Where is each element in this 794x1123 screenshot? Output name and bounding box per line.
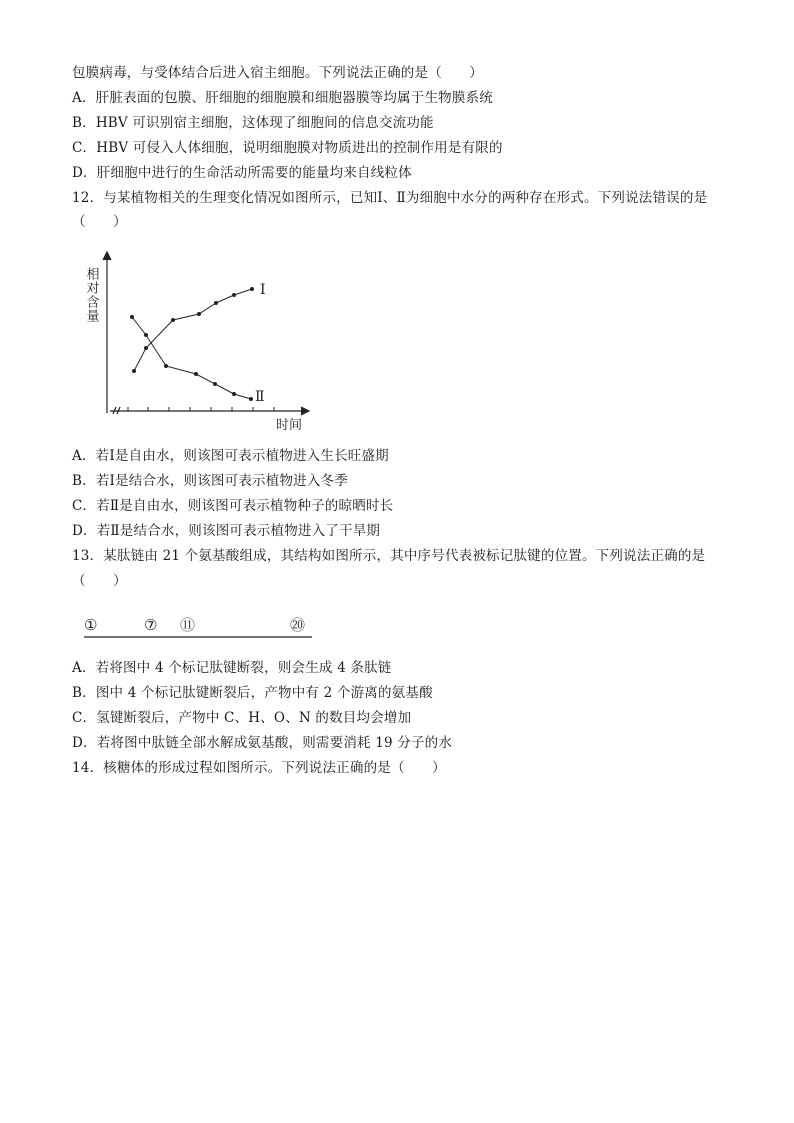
series-II-line bbox=[132, 317, 251, 399]
q11-option-d: D．肝细胞中进行的生命活动所需要的能量均来自线粒体 bbox=[72, 165, 412, 181]
q11-stem: 包膜病毒，与受体结合后进入宿主细胞。下列说法正确的是（ ） bbox=[72, 65, 483, 81]
q13-option-a: A．若将图中 4 个标记肽键断裂，则会生成 4 条肽链 bbox=[72, 660, 392, 676]
q12-stem: 12．与某植物相关的生理变化情况如图所示，已知Ⅰ、Ⅱ为细胞中水分的两种存在形式。下列说法错误的是 bbox=[72, 190, 708, 206]
series-I-points bbox=[132, 287, 254, 373]
q12-answer-paren: （ ） bbox=[72, 214, 127, 230]
y-axis-arrow bbox=[103, 252, 111, 260]
marker-20: ⑳ bbox=[290, 616, 306, 634]
q14-stem: 14．核糖体的形成过程如图所示。下列说法正确的是（ ） bbox=[72, 760, 446, 776]
y-axis-label: 相对含量 bbox=[83, 267, 99, 323]
q11-option-c: C．HBV 可侵入人体细胞，说明细胞膜对物质进出的控制作用是有限的 bbox=[72, 140, 503, 156]
q13-option-d: D．若将图中肽链全部水解成氨基酸，则需要消耗 19 分子的水 bbox=[72, 735, 453, 751]
q13-stem: 13．某肽链由 21 个氨基酸组成，其结构如图所示，其中序号代表被标记肽键的位置。下列说法正确的是 bbox=[72, 548, 706, 564]
marker-11: ⑪ bbox=[180, 616, 196, 634]
q13-option-b: B．图中 4 个标记肽键断裂后，产物中有 2 个游离的氨基酸 bbox=[72, 685, 433, 701]
marker-7: ⑦ bbox=[144, 616, 158, 634]
x-axis-label: 时间 bbox=[276, 418, 303, 433]
q11-option-a: A．肝脏表面的包膜、肝细胞的细胞膜和细胞器膜等均属于生物膜系统 bbox=[72, 90, 493, 106]
q13-option-c: C．氢键断裂后，产物中 C、H、O、N 的数目均会增加 bbox=[72, 710, 412, 726]
series-I-label: Ⅰ bbox=[260, 282, 266, 298]
q11-option-b: B．HBV 可识别宿主细胞，这体现了细胞间的信息交流功能 bbox=[72, 115, 434, 131]
q12-option-a: A．若Ⅰ是自由水，则该图可表示植物进入生长旺盛期 bbox=[72, 448, 389, 464]
x-axis-arrow bbox=[301, 407, 309, 415]
q13-answer-paren: （ ） bbox=[72, 573, 127, 589]
q13-peptide-figure bbox=[80, 612, 330, 648]
q12-option-d: D．若Ⅱ是结合水，则该图可表示植物进入了干旱期 bbox=[72, 523, 381, 539]
marker-1: ① bbox=[84, 616, 98, 634]
q12-option-b: B．若Ⅰ是结合水，则该图可表示植物进入冬季 bbox=[72, 473, 348, 489]
series-II-points bbox=[130, 315, 253, 401]
q12-figure bbox=[80, 247, 340, 437]
series-II-label: Ⅱ bbox=[255, 389, 265, 405]
series-I-line bbox=[134, 289, 252, 371]
q12-option-c: C．若Ⅱ是自由水，则该图可表示植物种子的晾晒时长 bbox=[72, 498, 394, 514]
